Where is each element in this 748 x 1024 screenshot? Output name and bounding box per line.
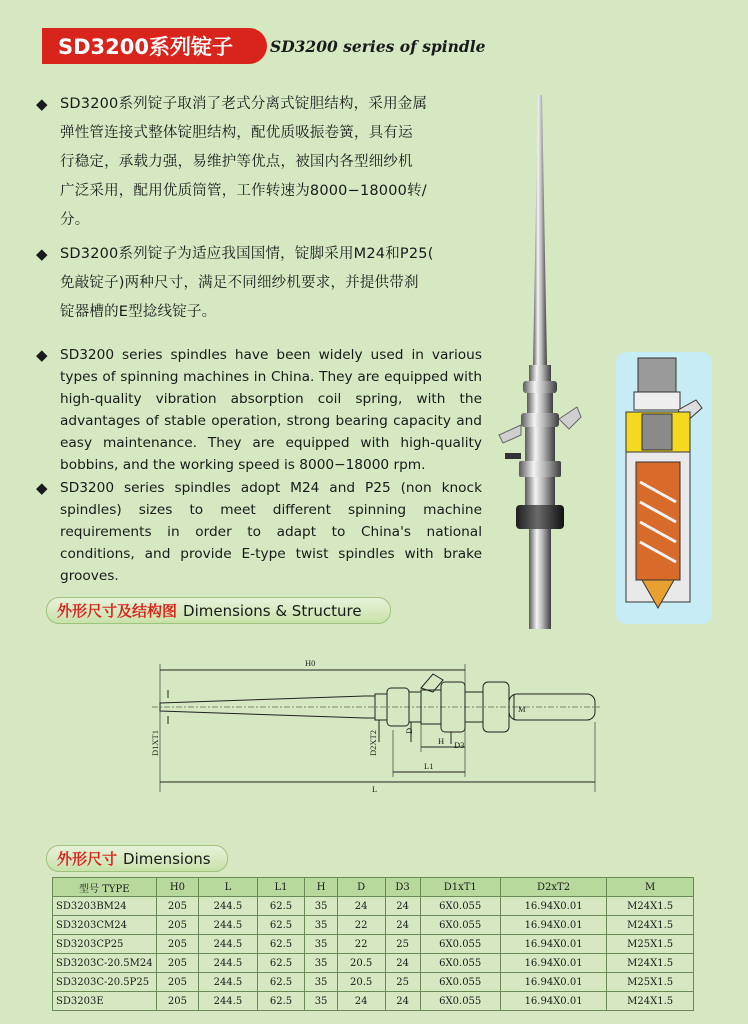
- table-cell: SD3203BM24: [53, 897, 157, 916]
- paragraph-text: SD3200 series spindles adopt M24 and P25 (non knock spindles) sizes to meet different spinning machine requirements in order to adapt to China's national conditions, and provide E-type twist spindles with brake grooves.: [60, 480, 482, 584]
- column-header: D2xT2: [500, 878, 606, 897]
- label-d: D: [404, 727, 414, 734]
- table-cell: 62.5: [257, 954, 305, 973]
- column-header: L: [199, 878, 257, 897]
- table-cell: SD3203C-20.5M24: [53, 954, 157, 973]
- table-cell: 205: [156, 992, 199, 1011]
- table-cell: 20.5: [337, 973, 385, 992]
- text-line: 免敲锭子)两种尺寸，满足不同细纱机要求，并提供带刹: [60, 275, 419, 291]
- section-title-zh: 外形尺寸: [57, 850, 118, 868]
- table-cell: 24: [385, 916, 420, 935]
- diamond-bullet-icon: ◆: [36, 346, 48, 364]
- label-d3: D3: [454, 740, 465, 750]
- table-cell: 35: [305, 954, 337, 973]
- section-header-structure: [46, 597, 391, 624]
- table-cell: 6X0.055: [420, 954, 500, 973]
- section-title-en: Dimensions: [123, 849, 211, 868]
- table-cell: 22: [337, 935, 385, 954]
- column-header: H0: [156, 878, 199, 897]
- text-line: 广泛采用，配用优质筒管，工作转速为8000−18000转/: [60, 183, 427, 199]
- column-header: M: [607, 878, 694, 897]
- table-row: [53, 992, 694, 1011]
- table-header-row: [53, 878, 694, 897]
- table-cell: M24X1.5: [607, 992, 694, 1011]
- intro-en-paragraph-1: [36, 344, 482, 476]
- table-cell: 16.94X0.01: [500, 992, 606, 1011]
- table-cell: 16.94X0.01: [500, 954, 606, 973]
- table-row: [53, 954, 694, 973]
- column-header: D1xT1: [420, 878, 500, 897]
- table-cell: 25: [385, 973, 420, 992]
- table-cell: 244.5: [199, 992, 257, 1011]
- text-line: 行稳定，承载力强，易维护等优点，被国内各型细纱机: [60, 154, 413, 170]
- section-header-dimensions: [46, 845, 228, 872]
- table-cell: 244.5: [199, 935, 257, 954]
- table-cell: M25X1.5: [607, 973, 694, 992]
- table-row: [53, 897, 694, 916]
- intro-zh-paragraph-2: [36, 240, 434, 327]
- column-header: H: [305, 878, 337, 897]
- dimensions-table: [52, 877, 694, 1011]
- text-line: 弹性管连接式整体锭胆结构，配优质吸振卷簧，具有运: [60, 125, 413, 141]
- table-cell: 62.5: [257, 973, 305, 992]
- table-cell: 25: [385, 935, 420, 954]
- table-cell: 24: [385, 897, 420, 916]
- table-cell: 6X0.055: [420, 916, 500, 935]
- table-cell: 62.5: [257, 916, 305, 935]
- table-cell: 244.5: [199, 973, 257, 992]
- table-cell: 24: [337, 897, 385, 916]
- dimension-drawing: [140, 652, 610, 802]
- label-h: H: [438, 736, 445, 746]
- table-cell: 205: [156, 916, 199, 935]
- table-cell: 35: [305, 935, 337, 954]
- table-row: [53, 973, 694, 992]
- column-header: D: [337, 878, 385, 897]
- table-cell: 6X0.055: [420, 897, 500, 916]
- label-d1t1: D1XT1: [150, 730, 160, 756]
- section-title-en: Dimensions & Structure: [183, 601, 362, 620]
- table-cell: M24X1.5: [607, 916, 694, 935]
- diamond-bullet-icon: ◆: [36, 245, 48, 263]
- table-cell: 6X0.055: [420, 992, 500, 1011]
- table-cell: 35: [305, 973, 337, 992]
- text-line: 分。: [60, 212, 90, 228]
- table-cell: M24X1.5: [607, 954, 694, 973]
- table-cell: 35: [305, 916, 337, 935]
- table-cell: 205: [156, 973, 199, 992]
- table-row: [53, 935, 694, 954]
- label-m: M: [518, 704, 526, 714]
- table-cell: SD3203CM24: [53, 916, 157, 935]
- table-cell: 16.94X0.01: [500, 935, 606, 954]
- label-d2t2: D2XT2: [368, 730, 378, 756]
- page-title-text: SD3200系列锭子: [58, 35, 234, 59]
- page-title: [42, 28, 267, 64]
- table-cell: 205: [156, 954, 199, 973]
- table-cell: 24: [337, 992, 385, 1011]
- table-cell: SD3203E: [53, 992, 157, 1011]
- column-header: 型号 TYPE: [53, 878, 157, 897]
- table-row: [53, 916, 694, 935]
- table-cell: 6X0.055: [420, 973, 500, 992]
- table-cell: 6X0.055: [420, 935, 500, 954]
- intro-en-paragraph-2: [36, 477, 482, 587]
- text-line: SD3200系列锭子取消了老式分离式锭胆结构，采用金属: [60, 96, 428, 112]
- table-cell: 244.5: [199, 897, 257, 916]
- table-cell: M24X1.5: [607, 897, 694, 916]
- table-cell: 205: [156, 935, 199, 954]
- table-cell: 16.94X0.01: [500, 916, 606, 935]
- text-line: SD3200系列锭子为适应我国国情，锭脚采用M24和P25(: [60, 246, 434, 262]
- table-cell: 16.94X0.01: [500, 973, 606, 992]
- table-cell: 244.5: [199, 916, 257, 935]
- paragraph-text: SD3200 series spindles have been widely used in various types of spinning machines in China. They are equipped with high-quality vibration absorption coil spring, with the advantages of stable operation, strong bearing capacity and easy maintenance. They are equipped with high-quality bobbins, and the working speed is 8000−18000 rpm.: [60, 347, 482, 473]
- label-h0: H0: [305, 658, 316, 668]
- intro-zh-paragraph-1: [36, 90, 427, 235]
- table-cell: 62.5: [257, 897, 305, 916]
- table-cell: 22: [337, 916, 385, 935]
- table-cell: 35: [305, 897, 337, 916]
- table-cell: 62.5: [257, 992, 305, 1011]
- table-cell: 20.5: [337, 954, 385, 973]
- table-cell: 35: [305, 992, 337, 1011]
- label-l1: L1: [424, 761, 434, 771]
- table-cell: SD3203CP25: [53, 935, 157, 954]
- label-l: L: [372, 784, 378, 794]
- table-cell: M25X1.5: [607, 935, 694, 954]
- table-cell: 24: [385, 954, 420, 973]
- table-cell: 62.5: [257, 935, 305, 954]
- page-subtitle: SD3200 series of spindle: [270, 37, 486, 56]
- spindle-cross-section: [616, 352, 712, 624]
- column-header: L1: [257, 878, 305, 897]
- column-header: D3: [385, 878, 420, 897]
- table-cell: 244.5: [199, 954, 257, 973]
- table-cell: SD3203C-20.5P25: [53, 973, 157, 992]
- table-cell: 24: [385, 992, 420, 1011]
- text-line: 锭器槽的E型捻线锭子。: [60, 304, 217, 320]
- diamond-bullet-icon: ◆: [36, 479, 48, 497]
- spindle-photo: [485, 95, 595, 635]
- section-title-zh: 外形尺寸及结构图: [57, 602, 178, 620]
- diamond-bullet-icon: ◆: [36, 95, 48, 113]
- table-cell: 16.94X0.01: [500, 897, 606, 916]
- table-cell: 205: [156, 897, 199, 916]
